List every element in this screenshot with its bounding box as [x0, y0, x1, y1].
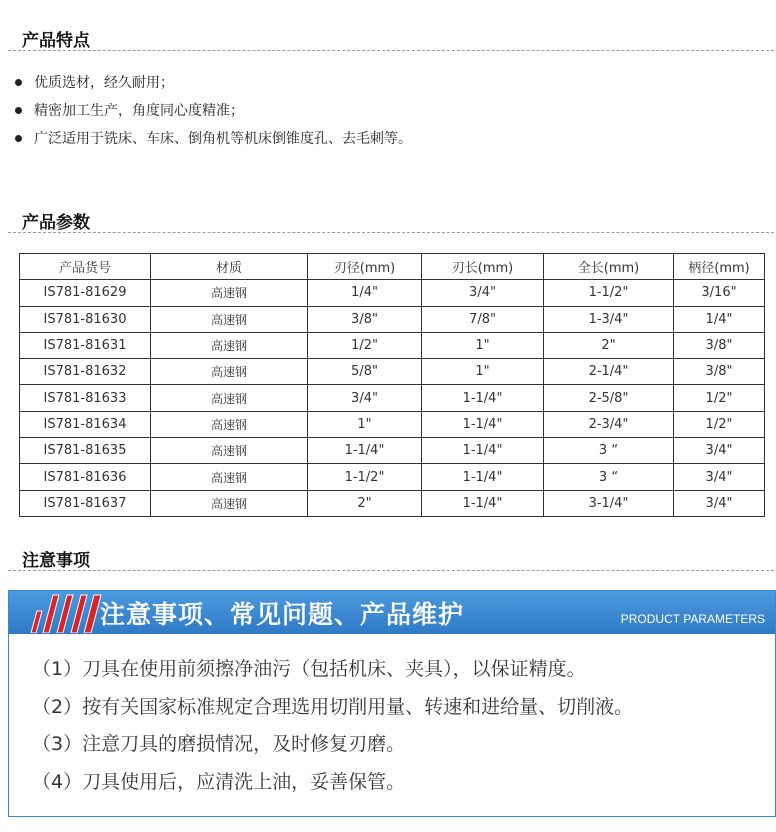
table-cell: 3 “ — [544, 464, 674, 490]
table-row — [20, 385, 765, 411]
stripe-logo-icon — [27, 593, 103, 633]
table-cell: IS781-81634 — [20, 411, 151, 437]
table-cell: 1/2" — [674, 385, 765, 411]
table-cell: 高速钢 — [151, 490, 308, 516]
table-row — [20, 359, 765, 385]
table-cell: 3/4" — [674, 464, 765, 490]
table-cell: 3/8" — [674, 332, 765, 358]
feature-item — [14, 69, 412, 97]
table-cell: 2-1/4" — [544, 359, 674, 385]
bullet-icon — [15, 79, 22, 86]
table-cell: 2" — [308, 490, 422, 516]
feature-text: 精密加工生产，角度同心度精准； — [34, 103, 244, 119]
table-cell: IS781-81636 — [20, 464, 151, 490]
params-heading: 产品参数 — [22, 213, 90, 233]
table-cell: IS781-81632 — [20, 359, 151, 385]
table-cell: 高速钢 — [151, 411, 308, 437]
note-item: （2）按有关国家标准规定合理选用切削用量、转速和进给量、切削液。 — [32, 695, 634, 718]
table-header-row — [20, 254, 765, 280]
table-cell: 7/8" — [422, 306, 544, 332]
table-cell: 1-1/4" — [422, 490, 544, 516]
table-cell: 高速钢 — [151, 464, 308, 490]
table-cell: 3-1/4" — [544, 490, 674, 516]
table-cell: 1-1/4" — [422, 464, 544, 490]
notice-divider — [8, 570, 774, 571]
header-cell: 刃径(mm) — [308, 254, 422, 280]
table-cell: 1-1/4" — [422, 438, 544, 464]
params-table — [19, 253, 765, 517]
note-item: （3）注意刀具的磨损情况，及时修复刃磨。 — [32, 733, 406, 755]
table-cell: 高速钢 — [151, 280, 308, 306]
table-row — [20, 464, 765, 490]
table-cell: IS781-81637 — [20, 490, 151, 516]
table-cell: 1-1/2" — [544, 280, 674, 306]
table-cell: IS781-81631 — [20, 332, 151, 358]
header-cell: 材质 — [151, 254, 308, 280]
notice-heading: 注意事项 — [22, 551, 90, 571]
table-row — [20, 306, 765, 332]
bullet-icon — [15, 107, 22, 114]
table-cell: 1-1/4" — [422, 411, 544, 437]
table-cell: 1" — [422, 359, 544, 385]
notice-panel — [8, 590, 776, 817]
feature-item — [14, 97, 412, 125]
note-item: （4）刀具使用后，应清洗上油，妥善保管。 — [32, 770, 406, 793]
table-cell: 2" — [544, 332, 674, 358]
table-cell: IS781-81633 — [20, 385, 151, 411]
table-cell: 高速钢 — [151, 306, 308, 332]
table-row — [20, 490, 765, 516]
table-cell: 1/2" — [308, 332, 422, 358]
table-cell: 3/4" — [674, 490, 765, 516]
table-cell: IS781-81630 — [20, 306, 151, 332]
notes-list — [32, 651, 633, 801]
table-cell: 高速钢 — [151, 438, 308, 464]
table-cell: 1" — [422, 332, 544, 358]
features-divider — [8, 50, 774, 51]
table-cell: 3 “ — [544, 438, 674, 464]
table-cell: 3/8" — [674, 359, 765, 385]
features-list — [14, 69, 412, 153]
table-row — [20, 411, 765, 437]
table-row — [20, 280, 765, 306]
table-row — [20, 438, 765, 464]
feature-item — [14, 125, 412, 153]
banner-subtitle: PRODUCT PARAMETERS — [620, 612, 765, 626]
feature-text: 优质选材，经久耐用； — [34, 75, 174, 91]
table-cell: 3/8" — [308, 306, 422, 332]
table-cell: 高速钢 — [151, 359, 308, 385]
feature-text: 广泛适用于铣床、车床、倒角机等机床倒锥度孔、去毛刺等。 — [34, 131, 412, 147]
header-cell: 柄径(mm) — [674, 254, 765, 280]
table-cell: 1-3/4" — [544, 306, 674, 332]
table-cell: 1" — [308, 411, 422, 437]
table-cell: 3/4" — [422, 280, 544, 306]
notice-banner — [9, 591, 775, 634]
header-cell: 刃长(mm) — [422, 254, 544, 280]
table-cell: 1/4" — [308, 280, 422, 306]
header-cell: 全长(mm) — [544, 254, 674, 280]
table-cell: 2-5/8" — [544, 385, 674, 411]
table-cell: 1-1/2" — [308, 464, 422, 490]
table-cell: 1-1/4" — [308, 438, 422, 464]
table-cell: 1/4" — [674, 306, 765, 332]
table-cell: 1-1/4" — [422, 385, 544, 411]
features-heading: 产品特点 — [22, 31, 90, 51]
table-cell: 3/4" — [674, 438, 765, 464]
table-cell: 3/16" — [674, 280, 765, 306]
table-cell: 3/4" — [308, 385, 422, 411]
banner-title: 注意事项、常见问题、产品维护 — [100, 600, 465, 629]
table-cell: 1/2" — [674, 411, 765, 437]
note-item: （1）刀具在使用前须擦净油污（包括机床、夹具），以保证精度。 — [32, 658, 586, 680]
table-cell: 5/8" — [308, 359, 422, 385]
bullet-icon — [15, 135, 22, 142]
table-cell: 高速钢 — [151, 332, 308, 358]
table-cell: 高速钢 — [151, 385, 308, 411]
params-divider — [8, 232, 774, 233]
table-cell: IS781-81635 — [20, 438, 151, 464]
header-cell: 产品货号 — [20, 254, 151, 280]
table-row — [20, 332, 765, 358]
table-cell: IS781-81629 — [20, 280, 151, 306]
table-cell: 2-3/4" — [544, 411, 674, 437]
